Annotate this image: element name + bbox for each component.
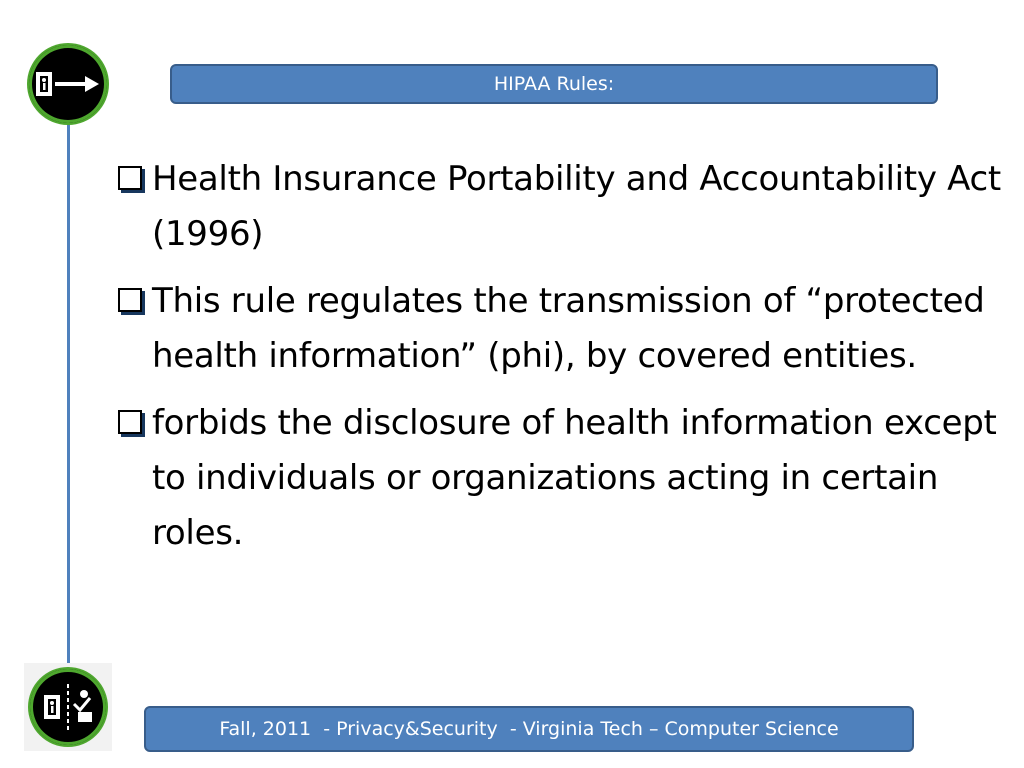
square-bullet-icon xyxy=(118,166,142,190)
door-person-icon xyxy=(30,669,106,745)
slide-footer: Fall, 2011 - Privacy&Security - Virginia Tech – Computer Science xyxy=(144,706,914,752)
bottom-icon-frame xyxy=(24,663,112,751)
bullet-text: This rule regulates the transmission of “protected health information” (phi), by covered entities. xyxy=(152,281,985,376)
slide-title: HIPAA Rules: xyxy=(170,64,938,104)
exit-arrow-icon xyxy=(29,45,107,123)
square-bullet-icon xyxy=(118,410,142,434)
bullet-list xyxy=(114,152,1019,573)
bullet-text: forbids the disclosure of health information except to individuals or organizations acting in certain roles. xyxy=(152,403,997,553)
list-item xyxy=(114,396,1019,561)
vertical-rail-line xyxy=(67,120,70,665)
list-item xyxy=(114,274,1019,384)
square-bullet-icon xyxy=(118,288,142,312)
bullet-text: Health Insurance Portability and Accountability Act (1996) xyxy=(152,159,1001,254)
list-item xyxy=(114,152,1019,262)
